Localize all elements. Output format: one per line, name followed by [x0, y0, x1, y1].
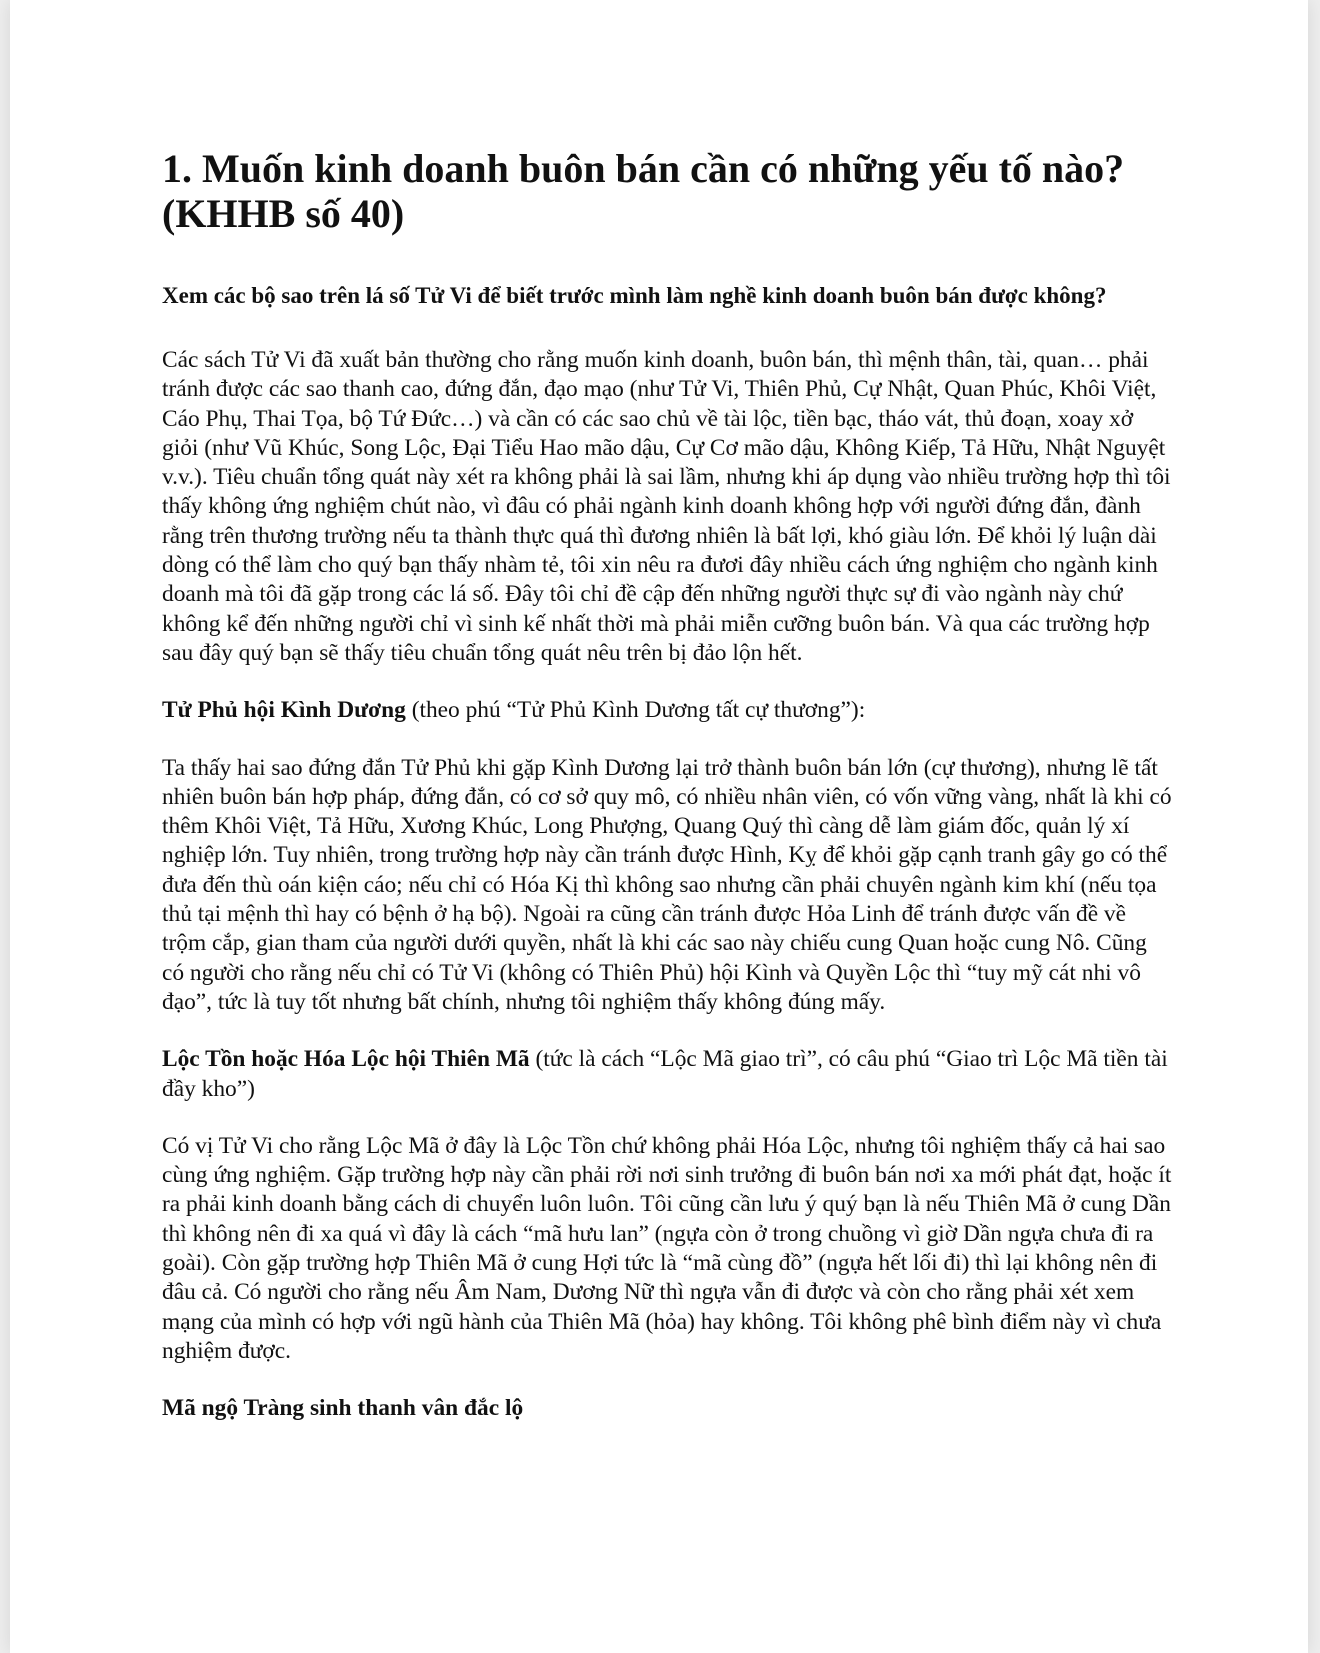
section3-heading-bold: Mã ngộ Tràng sinh thanh vân đắc lộ — [162, 1395, 524, 1422]
section2-heading-rest: (tức là cách “Lộc Mã giao trì”, có câu phú “Giao trì Lộc Mã tiền tài đầy kho”) — [162, 1046, 1168, 1102]
section1-heading-bold: Tử Phủ hội Kình Dương — [162, 697, 406, 724]
section2-body: Có vị Tử Vi cho rằng Lộc Mã ở đây là Lộc Tồn chứ không phải Hóa Lộc, nhưng tôi nghiệm thấy cả hai sao cùng ứng nghiệm. Gặp trường hợp này cần phải rời nơi sinh trưởng đi buôn bán nơi xa mới phát đạt, hoặc ít ra phải kinh doanh bằng cách di chuyển luôn luôn. Tôi cũng cần lưu ý quý bạn là nếu Thiên Mã ở cung Dần thì không nên đi xa quá vì đây là cách “mã hưu lan” (ngựa còn ở trong chuồng vì giờ Dần ngựa chưa đi ra goài). Còn gặp trường hợp Thiên Mã ở cung Hợi tức là “mã cùng đồ” (ngựa hết lối đi) thì lại không nên đi đâu cả. Có người cho rằng nếu Âm Nam, Dương Nữ thì ngựa vẫn đi được và còn cho rằng phải xét xem mạng của mình có hợp với ngũ hành của Thiên Mã (hỏa) hay không. Tôi không phê bình điểm này vì chưa nghiệm được. — [162, 1132, 1172, 1364]
document-subtitle: Xem các bộ sao trên lá số Tử Vi để biết trước mình làm nghề kinh doanh buôn bán được không? — [162, 283, 1107, 308]
document-title: 1. Muốn kinh doanh buôn bán cần có những yếu tố nào? (KHHB số 40) — [162, 146, 1125, 236]
section2-heading — [162, 1045, 1172, 1104]
document-page — [10, 0, 1308, 1653]
intro-paragraph: Các sách Tử Vi đã xuất bản thường cho rằng muốn kinh doanh, buôn bán, thì mệnh thân, tài, quan… phải tránh được các sao thanh cao, đứng đắn, đạo mạo (như Tử Vi, Thiên Phủ, Cự Nhật, Quan Phúc, Khôi Việt, Cáo Phụ, Thai Tọa, bộ Tứ Đức…) và cần có các sao chủ về tài lộc, tiền bạc, tháo vát, thủ đoạn, xoay xở giỏi (như Vũ Khúc, Song Lộc, Đại Tiểu Hao mão dậu, Cự Cơ mão dậu, Không Kiếp, Tả Hữu, Nhật Nguyệt v.v.). Tiêu chuẩn tổng quát này xét ra không phải là sai lầm, nhưng khi áp dụng vào nhiều trường hợp thì tôi thấy không ứng nghiệm chút nào, vì đâu có phải ngành kinh doanh không hợp với người đứng đắn, đành rằng trên thương trường nếu ta thành thực quá thì đương nhiên là bất lợi, khó giàu lớn. Để khỏi lý luận dài dòng có thể làm cho quý bạn thấy nhàm tẻ, tôi xin nêu ra đươi đây nhiều cách ứng nghiệm cho ngành kinh doanh mà tôi đã gặp trong các lá số. Đây tôi chỉ đề cập đến những người thực sự đi vào ngành này chứ không kể đến những người chỉ vì sinh kế nhất thời mà phải miễn cưỡng buôn bán. Và qua các trường hợp sau đây quý bạn sẽ thấy tiêu chuẩn tổng quát nêu trên bị đảo lộn hết. — [162, 347, 1171, 666]
section1-heading-rest: (theo phú “Tử Phủ Kình Dương tất cự thương”): — [405, 697, 866, 724]
section1-heading — [162, 696, 1172, 725]
section1-body: Ta thấy hai sao đứng đắn Tử Phủ khi gặp Kình Dương lại trở thành buôn bán lớn (cự thương), nhưng lẽ tất nhiên buôn bán hợp pháp, đứng đắn, có cơ sở quy mô, có nhiều nhân viên, có vốn vững vàng, nhất là khi có thêm Khôi Việt, Tả Hữu, Xương Khúc, Long Phượng, Quang Quý thì càng dễ làm giám đốc, quản lý xí nghiệp lớn. Tuy nhiên, trong trường hợp này cần tránh được Hình, Kỵ để khỏi gặp cạnh tranh gây go có thể đưa đến thù oán kiện cáo; nếu chỉ có Hóa Kị thì không sao nhưng cần phải chuyên ngành kim khí (nếu tọa thủ tại mệnh thì hay có bệnh ở hạ bộ). Ngoài ra cũng cần tránh được Hỏa Linh để tránh được vấn đề về trộm cắp, gian tham của người dưới quyền, nhất là khi các sao này chiếu cung Quan hoặc cung Nô. Cũng có người cho rằng nếu chỉ có Tử Vi (không có Thiên Phủ) hội Kình và Quyền Lộc thì “tuy mỹ cát nhi vô đạo”, tức là tuy tốt nhưng bất chính, nhưng tôi nghiệm thấy không đúng mấy. — [162, 754, 1172, 1015]
section2-heading-bold: Lộc Tồn hoặc Hóa Lộc hội Thiên Mã — [162, 1046, 530, 1073]
section3-heading — [162, 1394, 1172, 1423]
document-content — [162, 146, 1172, 1452]
